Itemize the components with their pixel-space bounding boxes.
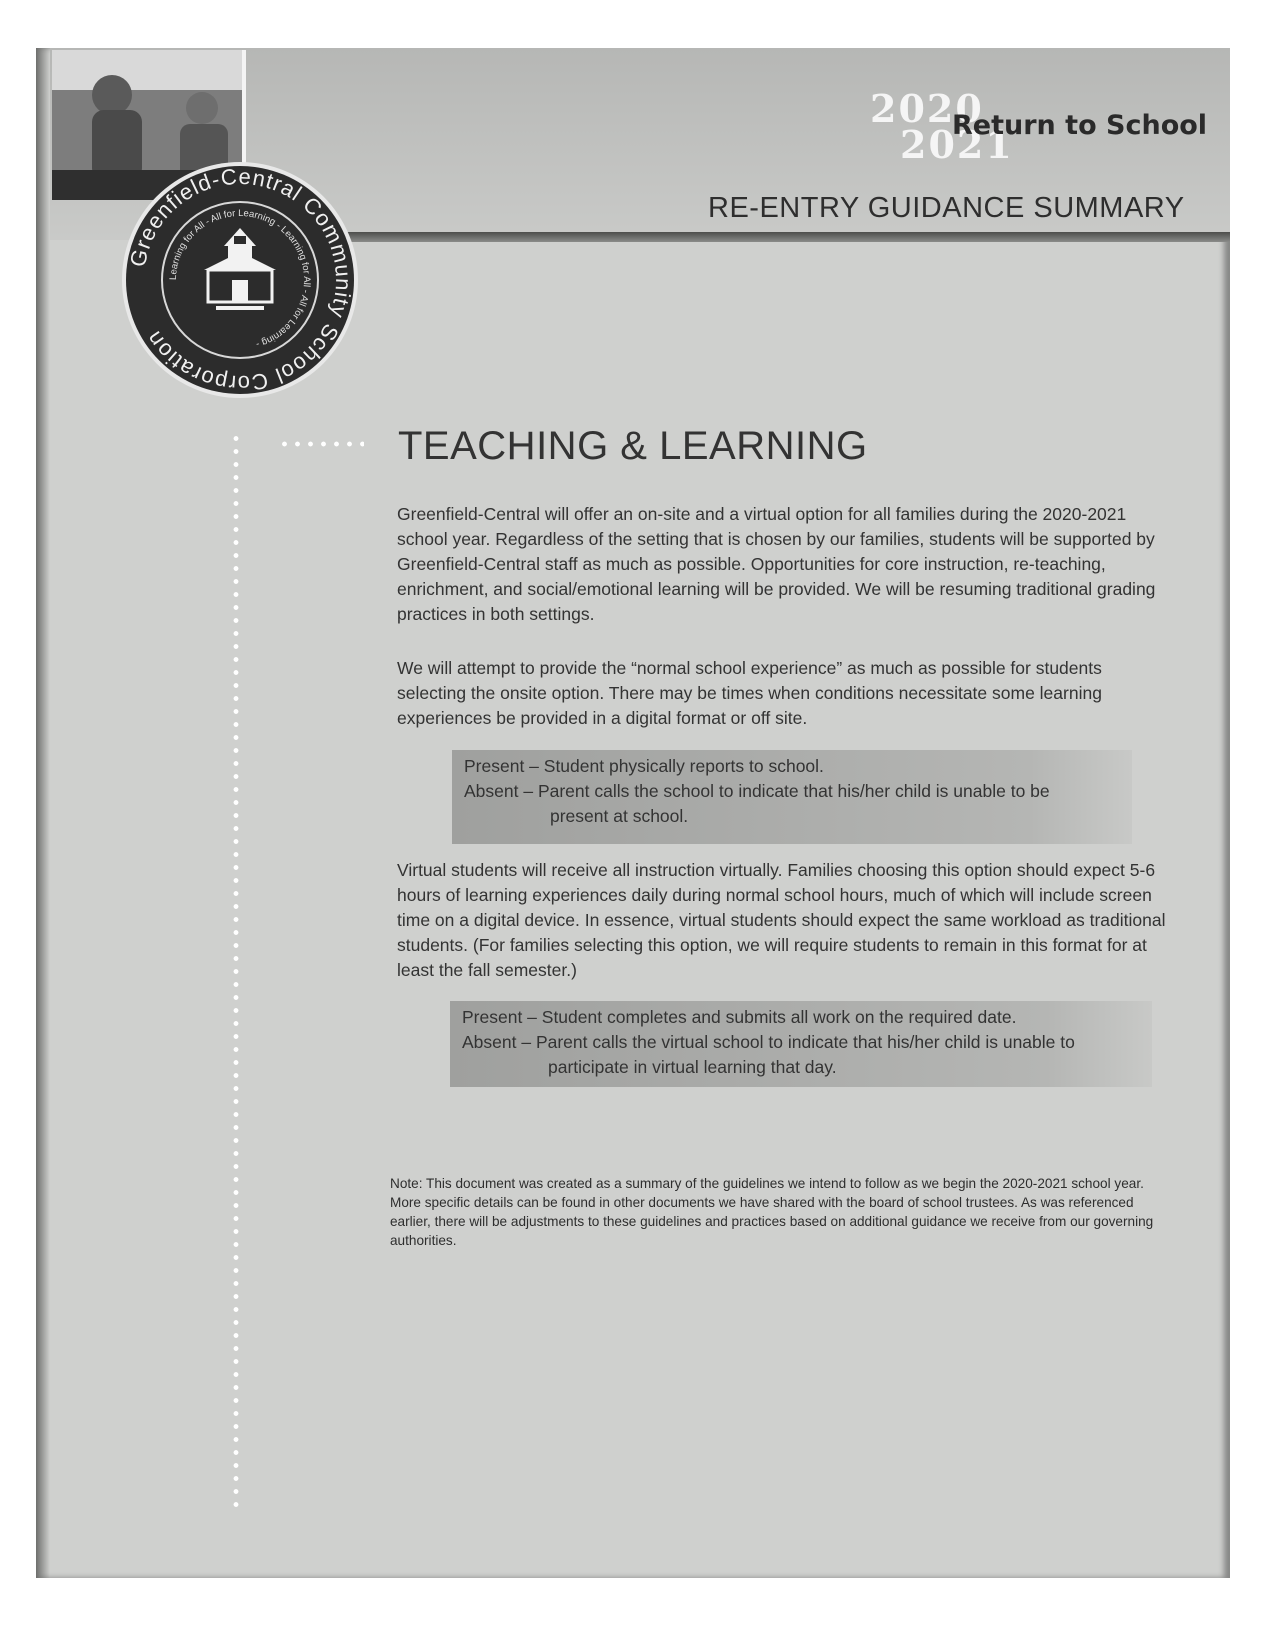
- virtual-absent: Absent – Parent calls the virtual school to indicate that his/her child is unable to: [462, 1032, 1075, 1052]
- footnote: Note: This document was created as a summary of the guidelines we intend to follow as we begin the 2020-2021 school year. More specific details can be found in other documents we have shared with the board of school trustees. As was referenced earlier, there will be adjustments to these guidelines and practices based on additional guidance we receive from our governing authorities.: [390, 1176, 1154, 1248]
- onsite-attendance-box: [452, 750, 1132, 844]
- document-subtitle: RE-ENTRY GUIDANCE SUMMARY: [708, 192, 1185, 224]
- virtual-attendance-box: [450, 1001, 1152, 1087]
- section-title: TEACHING & LEARNING: [398, 424, 868, 468]
- virtual-present: Present – Student completes and submits all work on the required date.: [462, 1007, 1017, 1027]
- onsite-present: Present – Student physically reports to school.: [464, 756, 824, 776]
- paragraph-virtual: Virtual students will receive all instruction virtually. Families choosing this option should expect 5-6 hours of learning experiences daily during normal school hours, much of which will include screen time on a digital device. In essence, virtual students should expect the same workload as traditional students. (For families selecting this option, we will require students to remain in this format for at least the fall semester.): [397, 860, 1166, 980]
- virtual-absent-cont: participate in virtual learning that day.: [548, 1057, 837, 1077]
- seal-outer-text: Greenfield-Central Community School Corporation: [124, 163, 357, 397]
- onsite-absent: Absent – Parent calls the school to indicate that his/her child is unable to be: [464, 781, 1050, 801]
- paragraph-options: Greenfield-Central will offer an on-site and a virtual option for all families during the 2020-2021 school year. Regardless of the setting that is chosen by our families, students will be supported by Greenfield-Central staff as much as possible. Opportunities for core instruction, re-teaching, enrichment, and social/emotional learning will be provided. We will be resuming traditional grading practices in both settings.: [397, 504, 1156, 624]
- dotted-rule-vertical: [232, 432, 240, 1512]
- dotted-rule-horizontal: [278, 440, 364, 448]
- document-title: Return to School: [952, 110, 1208, 141]
- seal-inner-text: Learning for All - All for Learning - Learning for All - All for Learning -: [167, 207, 313, 350]
- year-bottom: 2021: [900, 122, 1014, 167]
- paragraph-onsite: We will attempt to provide the “normal school experience” as much as possible for students selecting the onsite option. There may be times when conditions necessitate some learning experiences be provided in a digital format or off site.: [397, 658, 1102, 728]
- header-rule: [240, 232, 1230, 242]
- year-top: 2020: [870, 86, 984, 131]
- page-shadow: [36, 48, 50, 1578]
- onsite-absent-cont: present at school.: [550, 806, 689, 826]
- district-seal: [120, 160, 360, 400]
